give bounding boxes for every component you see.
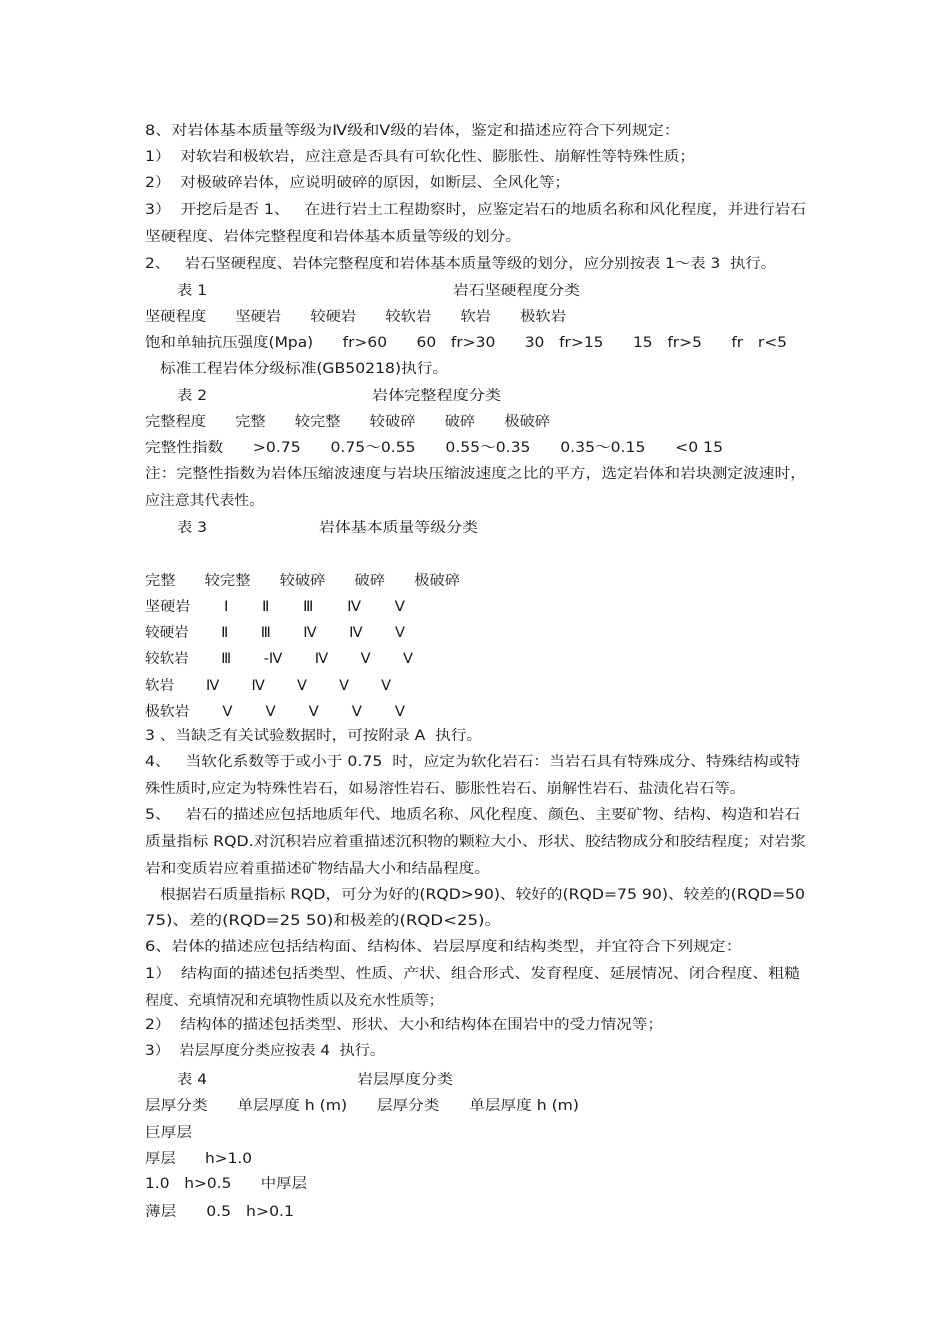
table-title: 岩石坚硬程度分类: [453, 283, 580, 299]
table-row: 厚层 h>1.0: [145, 1151, 252, 1167]
table-row: 坚硬程度 坚硬岩 较硬岩 较软岩 软岩 极软岩: [145, 309, 566, 325]
text-line: 6、岩体的描述应包括结构面、结构体、岩层厚度和结构类型，并宜符合下列规定：: [145, 939, 742, 955]
table-caption: 表 3: [177, 520, 207, 536]
text-line: 根据岩石质量指标 RQD，可分为好的(RQD>90)、较好的(RQD=75 90)、较差的(RQD=50: [160, 887, 805, 903]
text-line: 75)、差的(RQD=25 50)和极差的(RQD<25)。: [145, 913, 501, 929]
text-line: 2） 结构体的描述包括类型、形状、大小和结构体在围岩中的受力情况等；: [145, 1017, 663, 1033]
table-title: 岩体基本质量等级分类: [319, 520, 478, 536]
table-row: 巨厚层: [145, 1125, 192, 1141]
text-line: 程度、充填情况和充填物性质以及充水性质等；: [145, 993, 443, 1009]
text-line: 8、对岩体基本质量等级为Ⅳ级和Ⅴ级的岩体，鉴定和描述应符合下列规定：: [145, 123, 680, 139]
table-row: 极软岩 Ⅴ Ⅴ Ⅴ Ⅴ Ⅴ: [145, 704, 405, 720]
text-line: 1） 对软岩和极软岩，应注意是否具有可软化性、膨胀性、崩解性等特殊性质；: [145, 149, 695, 165]
text-line: 3） 岩层厚度分类应按表 4 执行。: [145, 1043, 385, 1059]
table-row: 较软岩 Ⅲ -Ⅳ Ⅳ Ⅴ Ⅴ: [145, 651, 413, 667]
table-title: 岩层厚度分类: [357, 1072, 453, 1088]
table-caption: 表 1: [177, 283, 207, 299]
text-line: 5、 岩石的描述应包括地质年代、地质名称、风化程度、颜色、主要矿物、结构、构造和岩石: [145, 807, 801, 823]
text-line: 1） 结构面的描述包括类型、性质、产状、组合形式、发育程度、延展情况、闭合程度、粗糙: [145, 966, 800, 982]
text-line: 3 、当缺乏有关试验数据时，可按附录 A 执行。: [145, 728, 482, 744]
text-line: 注：完整性指数为岩体压缩波速度与岩块压缩波速度之比的平方，选定岩体和岩块测定波速时，: [145, 466, 806, 482]
table-row: 完整程度 完整 较完整 较破碎 破碎 极破碎: [145, 414, 550, 430]
text-line: 4、 当软化系数等于或小于 0.75 时，应定为软化岩石：当岩石具有特殊成分、特殊结构或特: [145, 754, 800, 770]
text-line: 3） 开挖后是否 1、 在进行岩土工程勘察时，应鉴定岩石的地质名称和风化程度，并进行岩石: [145, 202, 806, 218]
text-line: 坚硬程度、岩体完整程度和岩体基本质量等级的划分。: [145, 229, 521, 245]
table-row: 层厚分类 单层厚度 h (m) 层厚分类 单层厚度 h (m): [145, 1098, 579, 1114]
table-row: 饱和单轴抗压强度(Mpa) fr>60 60 fr>30 30 fr>15 15 fr>5 fr r<5: [145, 335, 787, 351]
text-line: 标准工程岩体分级标准(GB50218)执行。: [160, 361, 448, 377]
text-line: 质量指标 RQD.对沉积岩应着重描述沉积物的颗粒大小、形状、胶结物成分和胶结程度；对岩浆: [145, 834, 806, 850]
table-row: 完整性指数 >0.75 0.75～0.55 0.55～0.35 0.35～0.15 <0 15: [145, 440, 723, 456]
text-line: 岩和变质岩应着重描述矿物结晶大小和结晶程度。: [145, 861, 490, 877]
text-line: 2） 对极破碎岩体，应说明破碎的原因，如断层、全风化等；: [145, 175, 570, 191]
table-row: 坚硬岩 Ⅰ Ⅱ Ⅲ Ⅳ Ⅴ: [145, 599, 405, 615]
table-title: 岩体完整程度分类: [372, 388, 501, 404]
table-row: 完整 较完整 较破碎 破碎 极破碎: [145, 573, 460, 589]
table-row: 软岩 Ⅳ Ⅳ Ⅴ Ⅴ Ⅴ: [145, 678, 391, 694]
text-line: 2、 岩石坚硬程度、岩体完整程度和岩体基本质量等级的划分，应分别按表 1～表 3 执行。: [145, 256, 776, 272]
table-row: 较硬岩 Ⅱ Ⅲ Ⅳ Ⅳ Ⅴ: [145, 625, 405, 641]
text-line: 应注意其代表性。: [145, 493, 264, 509]
table-row: 1.0 h>0.5 中厚层: [145, 1176, 307, 1192]
table-caption: 表 2: [177, 388, 207, 404]
table-caption: 表 4: [177, 1072, 207, 1088]
text-line: 殊性质时,应定为特殊性岩石，如易溶性岩石、膨胀性岩石、崩解性岩石、盐渍化岩石等。: [145, 781, 745, 797]
table-row: 薄层 0.5 h>0.1: [145, 1204, 294, 1220]
